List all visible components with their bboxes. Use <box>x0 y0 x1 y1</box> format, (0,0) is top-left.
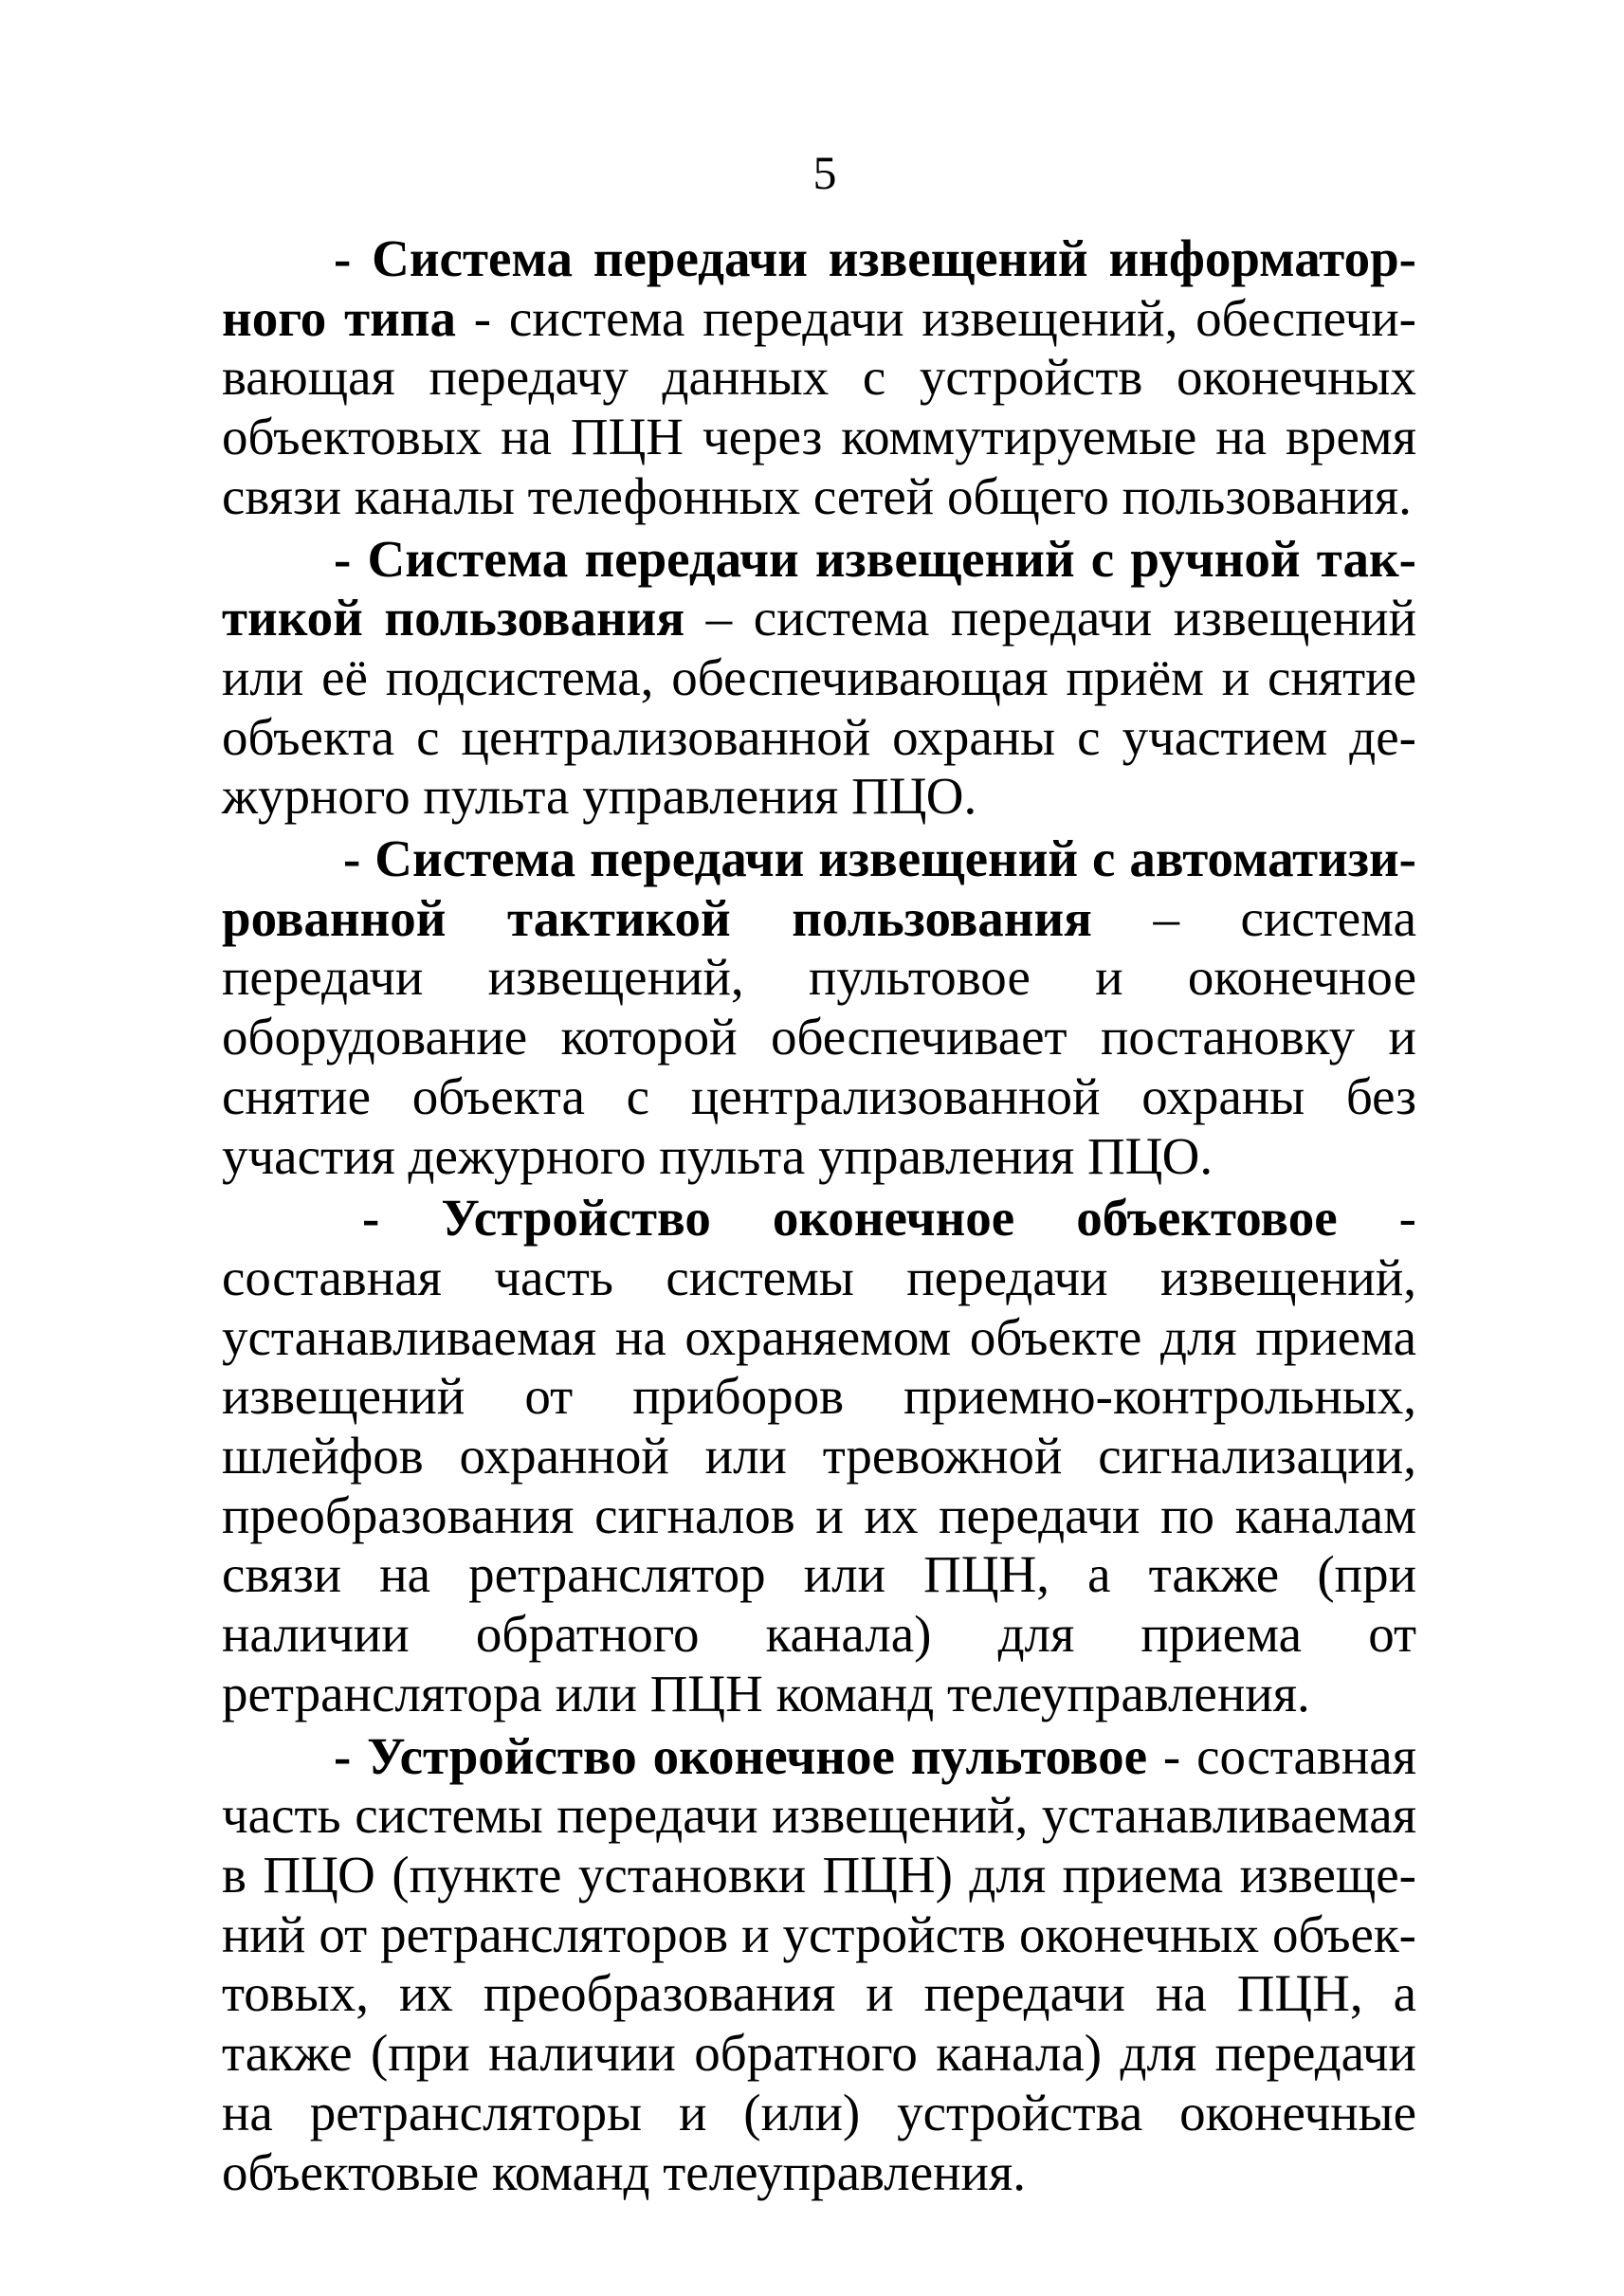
definition-paragraph <box>222 1727 1416 2203</box>
definition-text: - составная часть системы передачи извещений, устанавливаемая на охраняемом объекте для приема извещений от приборов приемно-контрольных, шлейфов охранной или тревожной сигнализации, преобразования сигналов и их передачи по каналам связи на ретранслятор или ПЦН, а также (при наличии обратного канала) для приема от ретранслятора или ПЦН команд телеуправления. <box>222 1189 1416 1722</box>
definition-paragraph <box>222 829 1416 1186</box>
definition-text: – система передачи извещений, пультовое и оконечное оборудование которой обеспечивает постановку и снятие объекта с централизованной охраны без участия дежурного пульта управления ПЦО. <box>222 888 1416 1185</box>
definition-term: - Устройство оконечное пультовое <box>334 1726 1148 1785</box>
definition-text: - система передачи извещений, обеспечивающая передачу данных с устройств оконечных объектовых на ПЦН через коммутируемые на время связи каналы телефонных сетей общего пользования. <box>222 288 1416 525</box>
definition-term: - Система передачи извещений с автоматизированной тактикой пользования <box>222 829 1416 947</box>
definition-term: - Система передачи извещений информаторного типа <box>222 229 1416 347</box>
definitions-list <box>222 229 1416 2205</box>
definition-text: - составная часть системы передачи извещений, устанавливаемая в ПЦО (пункте установки ПЦН) для приема извещений от ретрансляторов и устройств оконечных объектовых, их преобразования и передачи на ПЦН, а также (при наличии обратного канала) для передачи на ретрансляторы и (или) устройства оконечные объектовые команд телеуправления. <box>222 1726 1416 2201</box>
definition-term: - Устройство оконечное объектовое <box>362 1189 1338 1248</box>
definition-paragraph <box>222 229 1416 527</box>
definition-term: - Система передачи извещений с ручной тактикой пользования <box>222 529 1416 647</box>
definition-paragraph <box>222 530 1416 828</box>
definition-paragraph <box>222 1189 1416 1723</box>
definition-text: – система передачи извещений или её подсистема, обеспечивающая приём и снятие объекта с централизованной охраны с участием дежурного пульта управления ПЦО. <box>222 589 1417 826</box>
page-number: 5 <box>812 146 837 199</box>
